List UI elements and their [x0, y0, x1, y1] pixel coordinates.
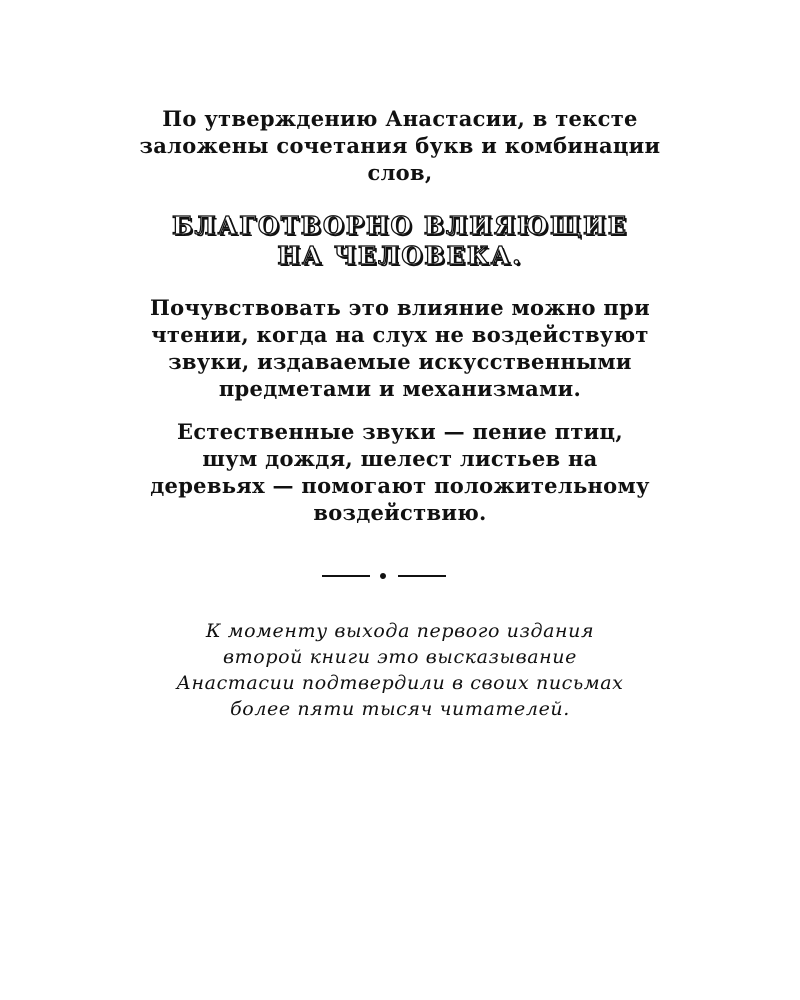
section-divider — [322, 567, 446, 583]
text-line: воздействию. — [313, 500, 487, 525]
footnote-italic — [110, 618, 690, 722]
text-line: звуки, издаваемые искусственными — [168, 349, 632, 374]
text-line: чтении, когда на слух не воздействуют — [151, 322, 649, 347]
divider-line-left — [322, 575, 370, 577]
paragraph-natural-sounds — [110, 418, 690, 526]
emphasis-line: БЛАГОТВОРНО ВЛИЯЮЩИЕ — [171, 211, 629, 240]
text-line: По утверждению Анастасии, в тексте — [162, 106, 638, 131]
note-line: второй книги это высказывание — [223, 646, 577, 668]
paragraph-intro — [110, 105, 690, 186]
text-line: Почувствовать это влияние можно при — [150, 295, 650, 320]
text-line: шум дождя, шелест листьев на — [202, 446, 598, 471]
text-line: Естественные звуки — пение птиц, — [177, 419, 623, 444]
emphasis-line: НА ЧЕЛОВЕКА. — [277, 241, 523, 270]
note-line: К моменту выхода первого издания — [205, 620, 595, 642]
paragraph-reading — [110, 294, 690, 402]
note-line: более пяти тысяч читателей. — [230, 698, 570, 720]
emphasis-heading — [110, 211, 690, 271]
divider-dot — [380, 573, 386, 579]
note-line: Анастасии подтвердили в своих письмах — [176, 672, 624, 694]
text-line: предметами и механизмами. — [218, 376, 582, 401]
text-line: деревьях — помогают положительному — [150, 473, 650, 498]
text-line: заложены сочетания букв и комбинации — [139, 133, 661, 158]
text-line: слов, — [367, 160, 433, 185]
divider-line-right — [398, 575, 446, 577]
